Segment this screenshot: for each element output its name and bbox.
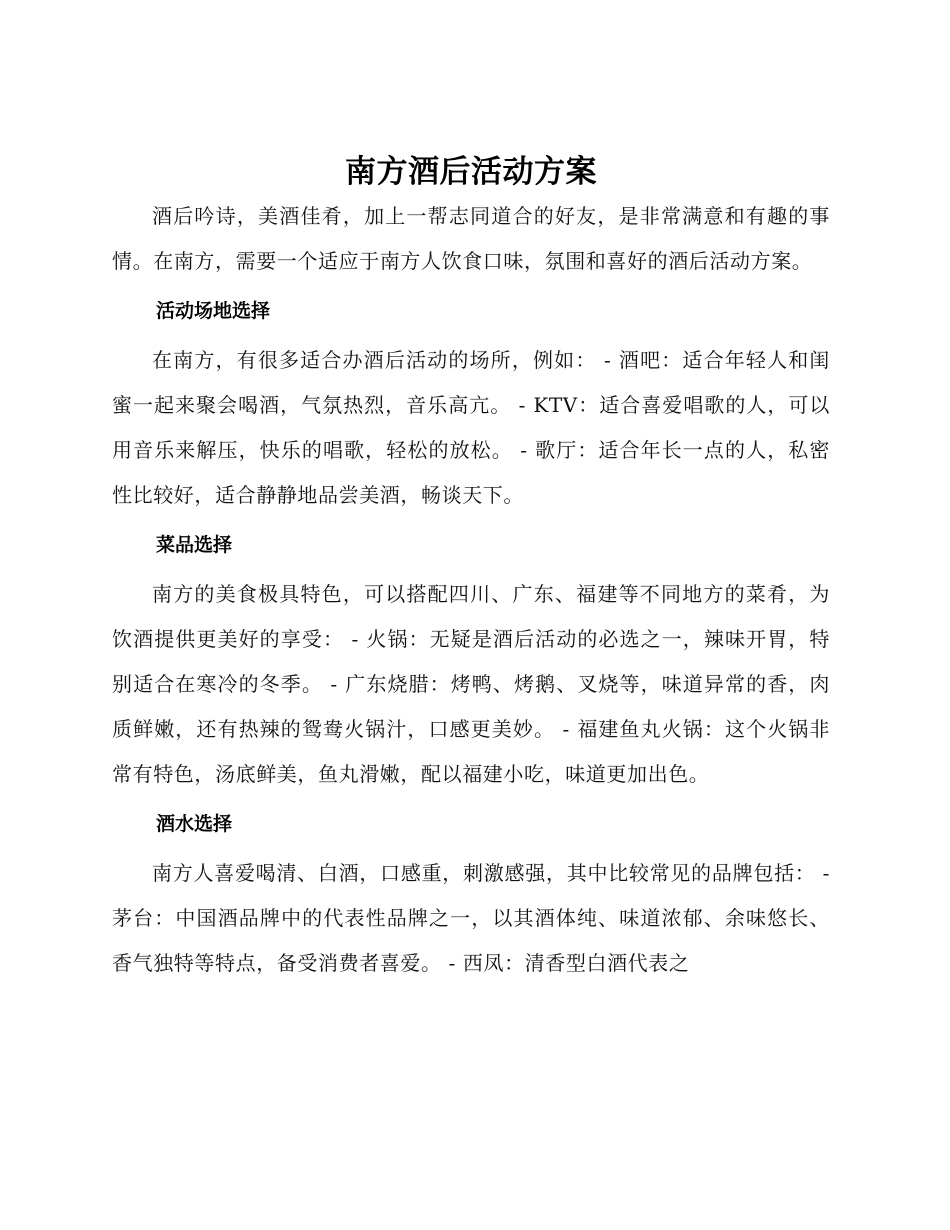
document-title: 南方酒后活动方案 xyxy=(345,154,597,190)
section-body-dishes: 南方的美食极具特色，可以搭配四川、广东、福建等不同地方的菜肴，为饮酒提供更美好的享受： - 火锅：无疑是酒后活动的必选之一，辣味开胃，特别适合在寒冷的冬季。 - 广东烧腊：烤鸭、烤鹅、叉烧等，味道异常的香，肉质鲜嫩，还有热辣的鸳鸯火锅汁，口感更美妙。 - 福建鱼丸火锅：这个火锅非常有特色，汤底鲜美，鱼丸滑嫩，配以福建小吃，味道更加出色。 xyxy=(112,582,830,786)
section-body-drinks: 南方人喜爱喝清、白酒，口感重，刺激感强，其中比较常见的品牌包括： - 茅台：中国酒品牌中的代表性品牌之一，以其酒体纯、味道浓郁、余味悠长、香气独特等特点，备受消费者喜爱。 - 西凤：清香型白酒代表之 xyxy=(112,861,830,975)
section-heading-dishes: 菜品选择 xyxy=(156,534,233,556)
section-body-venue: 在南方，有很多适合办酒后活动的场所，例如： - 酒吧：适合年轻人和闺蜜一起来聚会喝酒，气氛热烈，音乐高亢。 - KTV：适合喜爱唱歌的人，可以用音乐来解压，快乐的唱歌，轻松的放松。 - 歌厅：适合年长一点的人，私密性比较好，适合静静地品尝美酒，畅谈天下。 xyxy=(112,348,830,507)
section-heading-drinks: 酒水选择 xyxy=(156,813,233,835)
intro-paragraph: 酒后吟诗，美酒佳肴，加上一帮志同道合的好友，是非常满意和有趣的事情。在南方，需要一个适应于南方人饮食口味，氛围和喜好的酒后活动方案。 xyxy=(112,204,830,273)
document-content xyxy=(112,150,830,986)
section-heading-venue: 活动场地选择 xyxy=(156,300,271,322)
